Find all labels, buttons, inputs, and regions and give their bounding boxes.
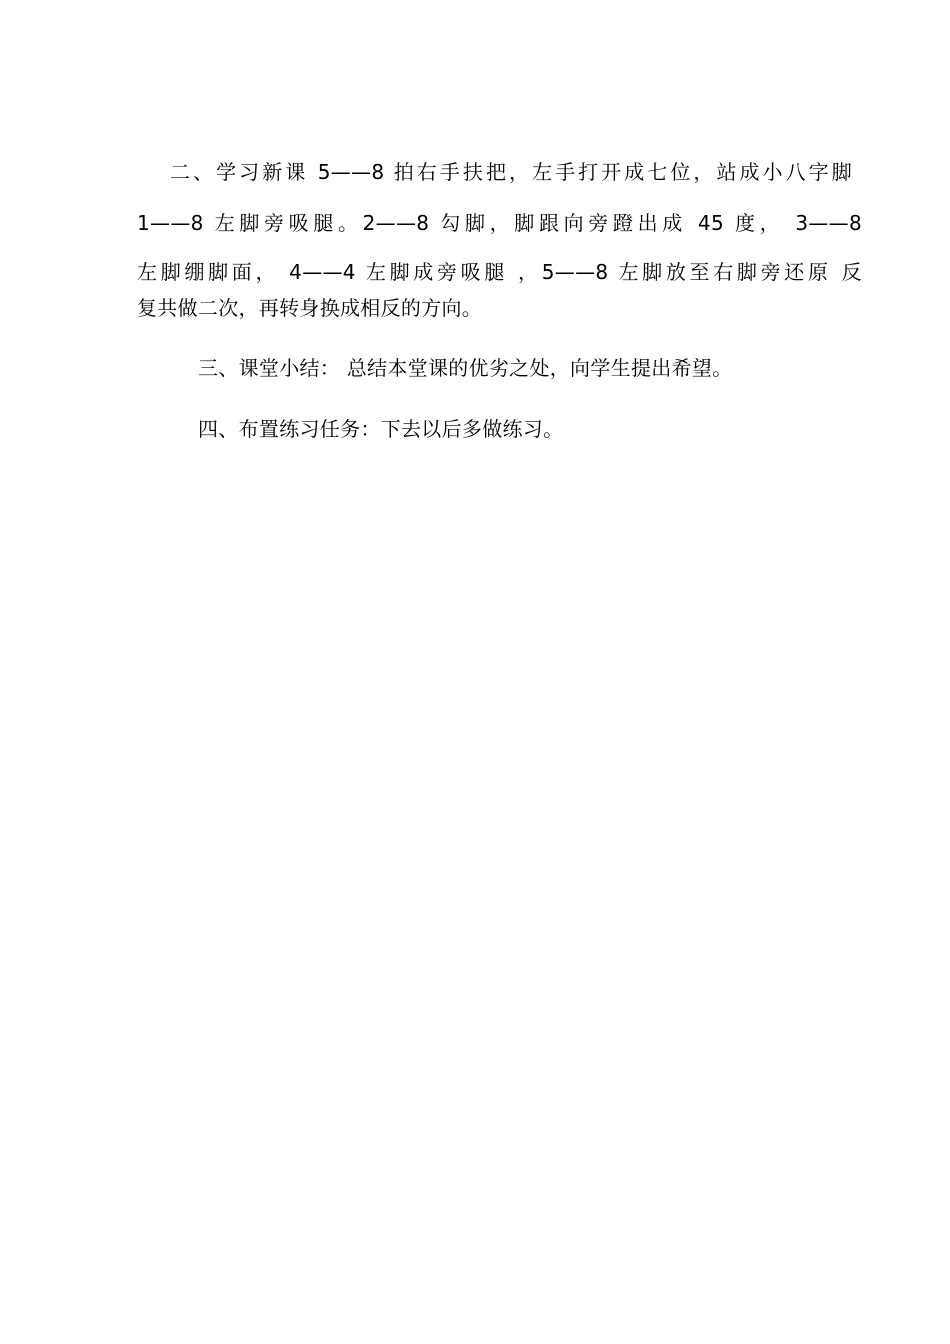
section2-line-2: 1——8 左脚旁吸腿。2——8 勾脚，脚跟向旁蹬出成 45 度， 3——8 xyxy=(137,211,862,235)
section4-assignment: 四、布置练习任务：下去以后多做练习。 xyxy=(198,417,564,441)
section3-summary: 三、课堂小结： 总结本堂课的优劣之处，向学生提出希望。 xyxy=(198,356,733,380)
section2-line-1: 二、学习新课 5——8 拍右手扶把，左手打开成七位，站成小八字脚 xyxy=(170,160,852,184)
section2-line-3: 左脚绷脚面， 4——4 左脚成旁吸腿 ，5——8 左脚放至右脚旁还原 反 xyxy=(137,260,862,284)
section2-line-4: 复共做二次，再转身换成相反的方向。 xyxy=(137,296,483,320)
